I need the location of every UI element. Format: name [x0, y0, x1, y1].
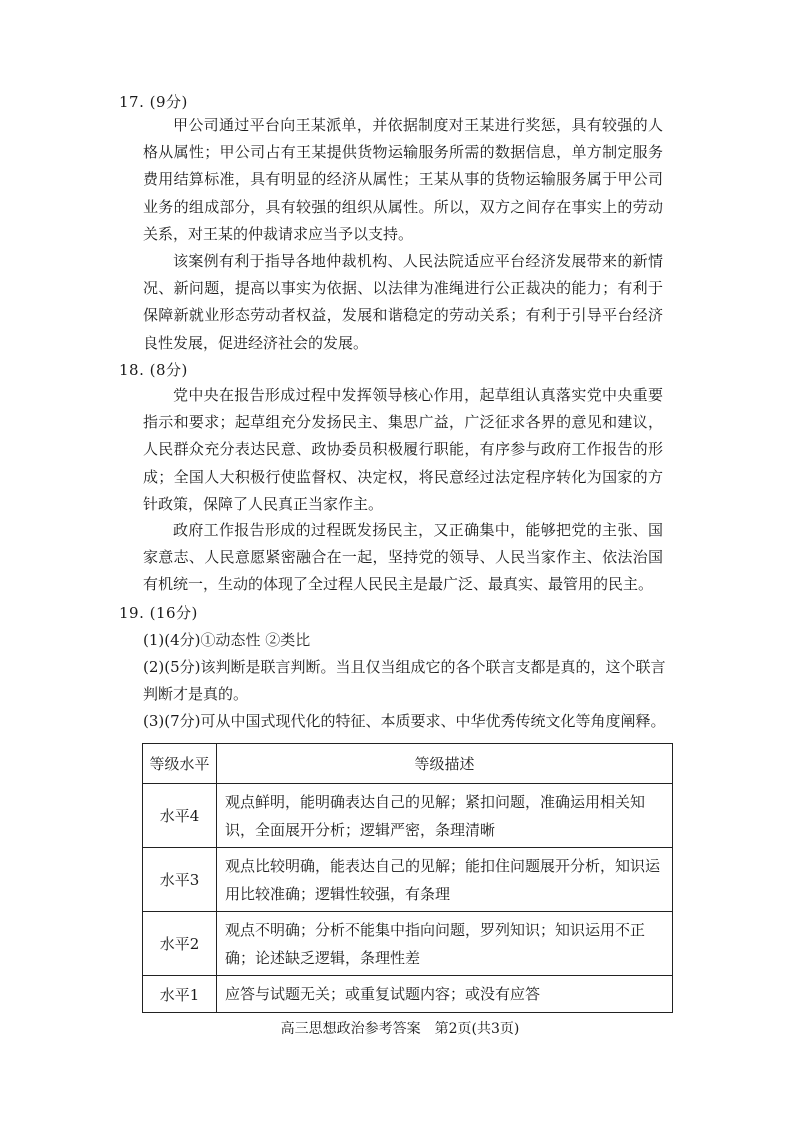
row-description: 应答与试题无关；或重复试题内容；或没有应答: [217, 976, 673, 1013]
question-17-paragraph-1: 甲公司通过平台向王某派单，并依据制度对王某进行奖惩，具有较强的人格从属性；甲公司占有王某提供货物运输服务所需的数据信息，单方制定服务费用结算标准，具有明显的经济从属性；王某从事的货物运输服务属于甲公司业务的组成部分，具有较强的组织从属性。所以，双方之间存在事实上的劳动关系，对王某的仲裁请求应当予以支持。: [143, 116, 663, 243]
question-19-part-1: (1)(4分)①动态性 ②类比: [143, 631, 311, 649]
row-description: 观点鲜明，能明确表达自己的见解；紧扣问题，准确运用相关知识，全面展开分析；逻辑严密，条理清晰: [217, 784, 673, 848]
row-description: 观点比较明确，能表达自己的见解；能扣住问题展开分析，知识运用比较准确；逻辑性较强，有条理: [217, 848, 673, 912]
question-19-part-3: (3)(7分)可从中国式现代化的特征、本质要求、中华优秀传统文化等角度阐释。: [143, 712, 666, 730]
row-level: 水平3: [143, 848, 217, 912]
question-18-paragraph-1: 党中央在报告形成过程中发挥领导核心作用，起草组认真落实党中央重要指示和要求；起草组充分发扬民主、集思广益，广泛征求各界的意见和建议，人民群众充分表达民意、政协委员积极履行职能，有序参与政府工作报告的形成；全国人大积极行使监督权、决定权，将民意经过法定程序转化为国家的方针政策，保障了人民真正当家作主。: [143, 386, 663, 513]
question-18-number: 18. (8分): [119, 361, 188, 379]
table-row: [143, 912, 673, 976]
question-17-number: 17. (9分): [119, 93, 188, 111]
table-row: [143, 976, 673, 1013]
table-row: [143, 848, 673, 912]
question-19-number: 19. (16分): [119, 604, 198, 622]
header-level: 等级水平: [143, 744, 217, 784]
question-17-paragraph-2: 该案例有利于指导各地仲裁机构、人民法院适应平台经济发展带来的新情况、新问题，提高以事实为依据、以法律为准绳进行公正裁决的能力；有利于保障新就业形态劳动者权益，发展和谐稳定的劳动关系；有利于引导平台经济良性发展，促进经济社会的发展。: [143, 252, 663, 352]
grading-table: [142, 743, 673, 1013]
table-row: [143, 784, 673, 848]
row-level: 水平1: [143, 976, 217, 1013]
question-19-part-2: (2)(5分)该判断是联言判断。当且仅当组成它的各个联言支都是真的，这个联言判断才是真的。: [143, 658, 666, 703]
row-level: 水平2: [143, 912, 217, 976]
header-description: 等级描述: [217, 744, 673, 784]
grading-table-header: [143, 744, 673, 784]
page-footer: 高三思想政治参考答案 第2页(共3页): [280, 1021, 520, 1037]
row-level: 水平4: [143, 784, 217, 848]
row-description: 观点不明确；分析不能集中指向问题，罗列知识；知识运用不正确；论述缺乏逻辑，条理性差: [217, 912, 673, 976]
question-18-paragraph-2: 政府工作报告形成的过程既发扬民主，又正确集中，能够把党的主张、国家意志、人民意愿紧密融合在一起，坚持党的领导、人民当家作主、依法治国有机统一，生动的体现了全过程人民民主是最广泛、最真实、最管用的民主。: [143, 521, 663, 594]
